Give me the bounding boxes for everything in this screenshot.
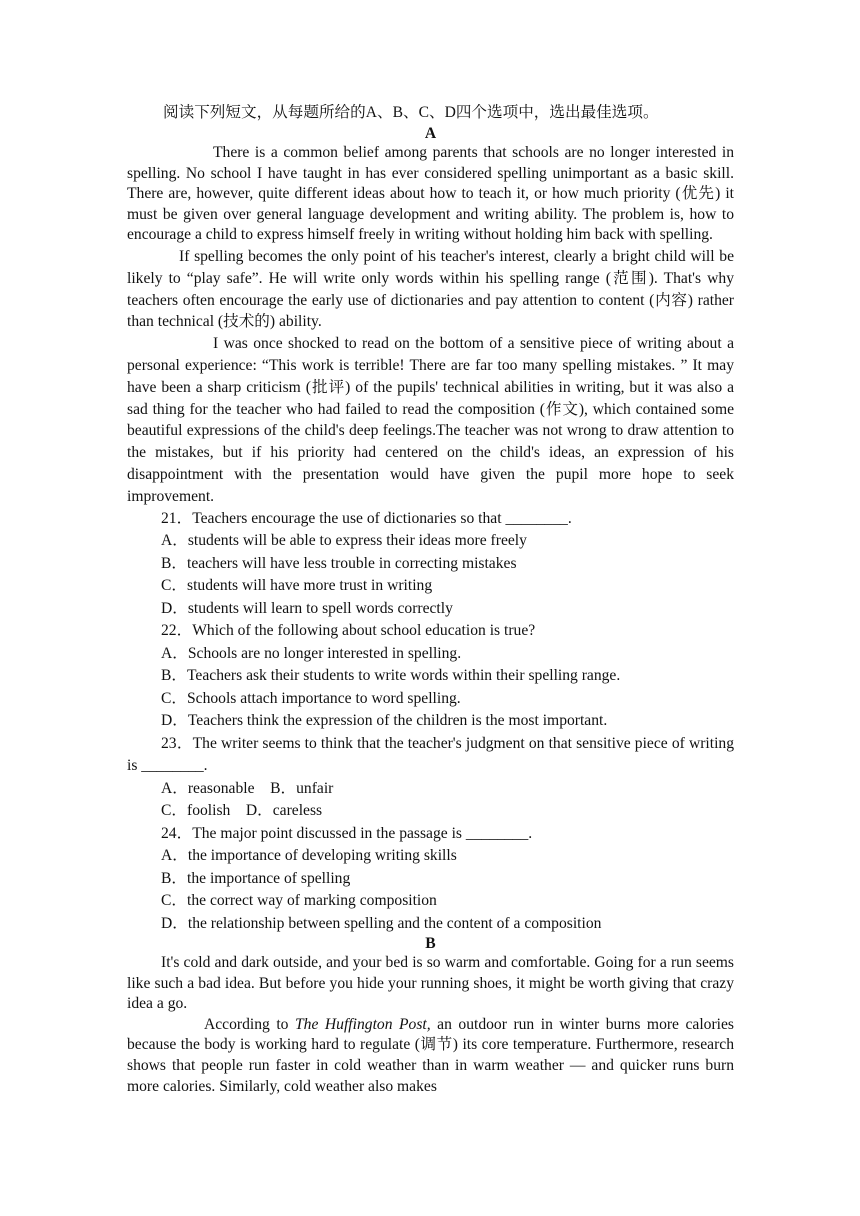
option-b: B．teachers will have less trouble in correcting mistakes — [161, 554, 517, 572]
question-stem: 23．The writer seems to think that the teacher's judgment on that sensitive piece of writing is ________. — [127, 734, 734, 775]
passage-a-heading: A — [424, 125, 437, 142]
option-d: D．the relationship between spelling and the content of a composition — [161, 914, 602, 932]
question-stem: 22．Which of the following about school education is true? — [161, 622, 536, 640]
question-21 — [127, 508, 734, 621]
option-a-b: A．reasonable B．unfair — [161, 779, 334, 797]
passage-a-paragraph-1: There is a common belief among parents that schools are no longer interested in spelling. No school I have taught in has ever considered spelling unimportant as a basic skill. There are, however, quite different ideas about how to teach it, or how much priority (优先) it must be given over general language development and writing ability. The problem is, how to encourage a child to express himself freely in writing without holding him back with spelling. — [127, 144, 734, 244]
option-a: A．students will be able to express their ideas more freely — [161, 532, 527, 550]
option-a: A．Schools are no longer interested in spelling. — [161, 644, 462, 662]
question-23 — [127, 733, 734, 823]
option-c: C．students will have more trust in writing — [161, 577, 433, 595]
option-d: D．students will learn to spell words correctly — [161, 599, 453, 617]
option-c: C．the correct way of marking composition — [161, 892, 437, 910]
question-22 — [127, 620, 734, 733]
passage-a-paragraph-3: I was once shocked to read on the bottom of a sensitive piece of writing about a personal experience: “This work is terrible! There are far too many spelling mistakes. ” It may have been a sharp criticism (批评) of the pupils' technical abilities in writing, but it was also a sad thing for the teacher who had failed to read the composition (作文), which contained some beautiful expressions of the child's deep feelings.The teacher was not wrong to draw attention to the mistakes, but if his priority had centered on the child's ideas, an expression of his disappointment with the presentation would have given the pupil more hope to seek improvement. — [127, 335, 734, 505]
question-stem: 21．Teachers encourage the use of dictionaries so that ________. — [161, 509, 572, 527]
passage-a-paragraph-2: If spelling becomes the only point of his teacher's interest, clearly a bright child will be likely to “play safe”. He will write only words within his spelling range (范围). That's why teachers often encourage the early use of dictionaries and pay attention to content (内容) rather than technical (技术的) ability. — [127, 247, 734, 331]
option-b: B．Teachers ask their students to write words within their spelling range. — [161, 667, 621, 685]
passage-b-paragraph-1: It's cold and dark outside, and your bed is so warm and comfortable. Going for a run seems like such a bad idea. But before you hide your running shoes, it might be worth giving that crazy idea a go. — [127, 954, 734, 1013]
source-title: The Huffington Post, — [295, 1015, 431, 1033]
paragraph-lead: According to — [204, 1015, 295, 1033]
option-b: B．the importance of spelling — [161, 869, 351, 887]
question-stem: 24．The major point discussed in the passage is ________. — [161, 824, 533, 842]
option-c: C．Schools attach importance to word spelling. — [161, 689, 461, 707]
exam-page — [127, 101, 734, 1097]
option-c-d: C．foolish D．careless — [161, 802, 323, 820]
option-d: D．Teachers think the expression of the children is the most important. — [161, 712, 608, 730]
option-a: A．the importance of developing writing skills — [161, 847, 457, 865]
question-24 — [127, 823, 734, 936]
passage-b-paragraph-2 — [127, 1015, 734, 1097]
instruction: 阅读下列短文，从每题所给的A、B、C、D四个选项中，选出最佳选项。 — [163, 104, 659, 121]
paragraph-body: an outdoor run in winter burns more calories because the body is working hard to regulate (调节) its core temperature. Furthermore, research shows that people run faster in cold weather than in warm weather — and quicker runs burn more calories. Similarly, cold weather also makes — [127, 1015, 734, 1095]
passage-b-heading: B — [425, 935, 436, 953]
